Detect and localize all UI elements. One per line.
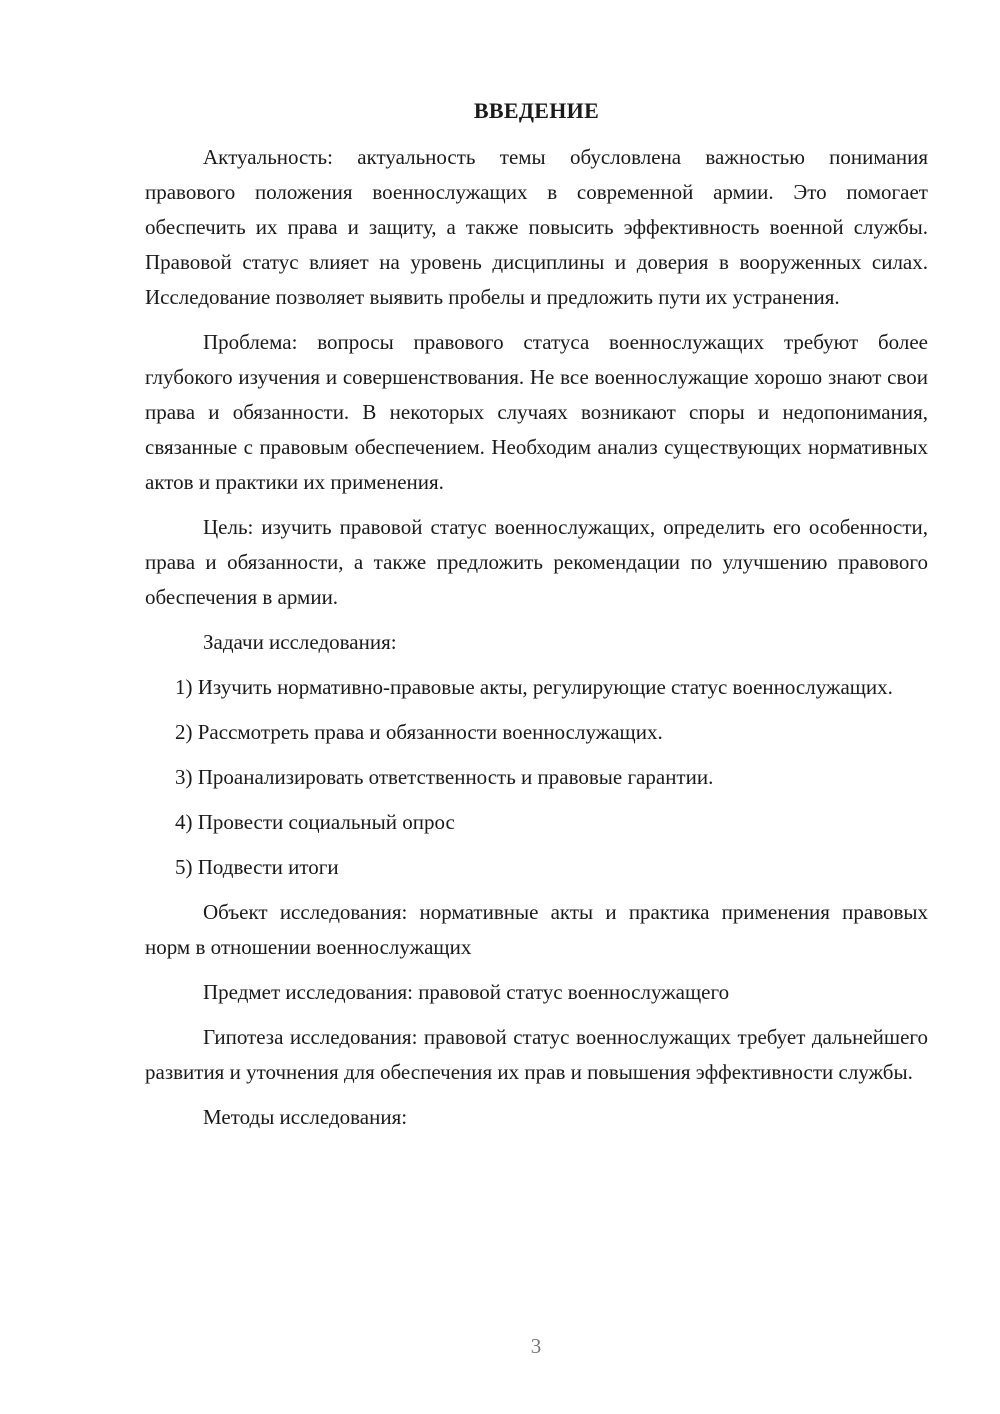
paragraph-hypothesis: Гипотеза исследования: правовой статус военнослужащих требует дальнейшего развития и уточнения для обеспечения их прав и повышения эффективности службы.	[145, 1025, 928, 1084]
paragraph-relevance: Актуальность: актуальность темы обусловлена важностью понимания правового положения военнослужащих в современной армии. Это помогает обеспечить их права и защиту, а также повысить эффективность военной службы. Правовой статус влияет на уровень дисциплины и доверия в вооруженных силах. Исследование позволяет выявить пробелы и предложить пути их устранения.	[145, 145, 928, 309]
task-item-4: 4) Провести социальный опрос	[175, 810, 455, 834]
page-number: 3	[530, 1334, 542, 1358]
paragraph-subject: Предмет исследования: правовой статус военнослужащего	[203, 980, 730, 1004]
tasks-heading: Задачи исследования:	[203, 630, 397, 654]
paragraph-problem: Проблема: вопросы правового статуса военнослужащих требуют более глубокого изучения и совершенствования. Не все военнослужащие хорошо знают свои права и обязанности. В некоторых случаях возникают споры и недопонимания, связанные с правовым обеспечением. Необходим анализ существующих нормативных актов и практики их применения.	[145, 330, 928, 494]
document-page	[145, 96, 928, 1145]
paragraph-goal: Цель: изучить правовой статус военнослужащих, определить его особенности, права и обязанности, а также предложить рекомендации по улучшению правового обеспечения в армии.	[145, 515, 928, 609]
paragraph-object: Объект исследования: нормативные акты и практика применения правовых норм в отношении военнослужащих	[145, 900, 928, 959]
task-item-1: 1) Изучить нормативно-правовые акты, регулирующие статус военнослужащих.	[175, 675, 893, 699]
methods-heading: Методы исследования:	[203, 1105, 408, 1129]
task-item-3: 3) Проанализировать ответственность и правовые гарантии.	[175, 765, 714, 789]
document-title: ВВЕДЕНИЕ	[473, 98, 600, 123]
task-item-5: 5) Подвести итоги	[175, 855, 339, 879]
task-item-2: 2) Рассмотреть права и обязанности военнослужащих.	[175, 720, 663, 744]
